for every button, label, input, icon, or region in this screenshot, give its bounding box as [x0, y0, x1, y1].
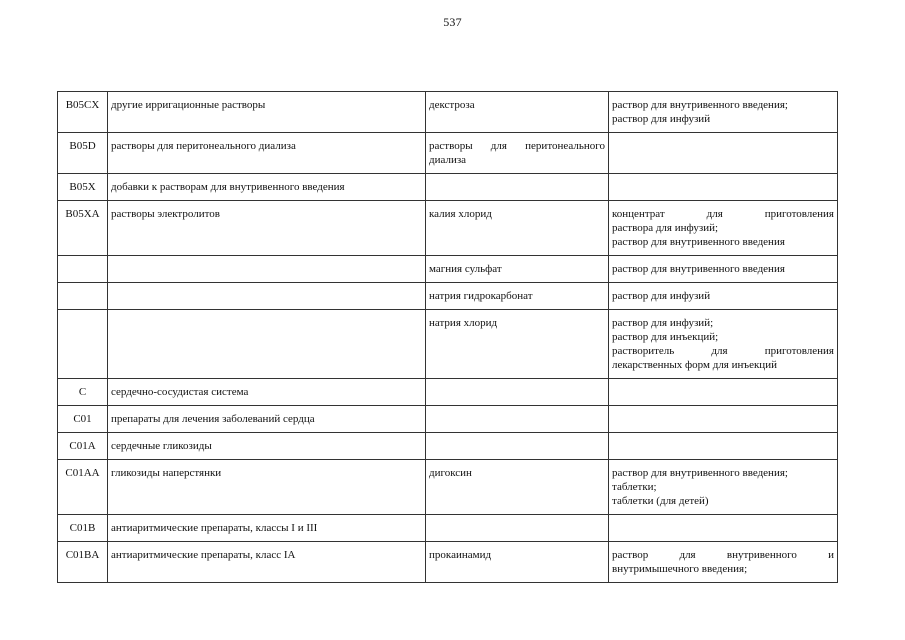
dosage-form-line: раствор для внутривенного введения	[612, 236, 785, 248]
group-name-cell: антиаритмические препараты, классы I и III	[108, 515, 426, 542]
group-name-cell: сердечные гликозиды	[108, 433, 426, 460]
table-body	[58, 92, 838, 583]
group-name-cell	[108, 310, 426, 379]
dosage-forms-cell	[609, 542, 838, 583]
drug-name-cell: дигоксин	[426, 460, 609, 515]
dosage-forms-cell	[609, 201, 838, 256]
table-row	[58, 283, 838, 310]
dosage-forms-cell	[609, 379, 838, 406]
group-name-cell: антиаритмические препараты, класс IA	[108, 542, 426, 583]
drug-name-cell: калия хлорид	[426, 201, 609, 256]
group-name-cell: добавки к растворам для внутривенного введения	[108, 174, 426, 201]
atc-code-cell: B05X	[58, 174, 108, 201]
drug-name-cell: прокаинамид	[426, 542, 609, 583]
atc-code-cell: B05D	[58, 133, 108, 174]
table-row	[58, 201, 838, 256]
group-name-cell: сердечно-сосудистая система	[108, 379, 426, 406]
dosage-forms-cell	[609, 460, 838, 515]
page-number: 537	[443, 15, 462, 29]
dosage-forms-cell	[609, 283, 838, 310]
table-row	[58, 310, 838, 379]
group-name-cell: другие ирригационные растворы	[108, 92, 426, 133]
dosage-form-line: таблетки;	[612, 481, 657, 493]
atc-code-cell: C01	[58, 406, 108, 433]
group-name-cell	[108, 256, 426, 283]
drug-classification-table	[57, 91, 838, 583]
dosage-forms-cell	[609, 174, 838, 201]
dosage-form-line: раствора для инфузий;	[612, 222, 719, 234]
atc-code-cell: B05XA	[58, 201, 108, 256]
group-name-cell	[108, 283, 426, 310]
dosage-form-line: лекарственных форм для инъекций	[612, 359, 777, 371]
dosage-forms-cell	[609, 310, 838, 379]
dosage-form-line: раствор для внутривенного введения;	[612, 467, 788, 479]
atc-code-cell: C01AA	[58, 460, 108, 515]
dosage-forms-cell	[609, 515, 838, 542]
table-row	[58, 433, 838, 460]
drug-name-cell	[426, 433, 609, 460]
drug-name-cell	[426, 515, 609, 542]
dosage-forms-cell	[609, 256, 838, 283]
dosage-form-line: растворитель для приготовления	[612, 345, 834, 357]
dosage-forms-cell	[609, 433, 838, 460]
dosage-form-line: внутримышечного введения;	[612, 563, 748, 575]
dosage-forms-cell	[609, 133, 838, 174]
table-row	[58, 379, 838, 406]
dosage-form-line: раствор для инфузий	[612, 290, 711, 302]
dosage-form-line: раствор для внутривенного введения	[612, 263, 785, 275]
dosage-form-line: концентрат для приготовления	[612, 208, 834, 220]
dosage-form-line: раствор для инъекций;	[612, 331, 719, 343]
dosage-form-line: раствор для инфузий	[612, 113, 711, 125]
atc-code-cell: C01A	[58, 433, 108, 460]
table-row	[58, 515, 838, 542]
group-name-cell: гликозиды наперстянки	[108, 460, 426, 515]
drug-name-cell	[426, 174, 609, 201]
table-row	[58, 460, 838, 515]
atc-code-cell	[58, 256, 108, 283]
drug-name-cell	[426, 406, 609, 433]
drug-name-cell: натрия гидрокарбонат	[426, 283, 609, 310]
table-row	[58, 256, 838, 283]
dosage-form-line: раствор для внутривенного и	[612, 549, 834, 561]
table-row	[58, 174, 838, 201]
dosage-forms-cell	[609, 406, 838, 433]
atc-code-cell: C01B	[58, 515, 108, 542]
table-row	[58, 92, 838, 133]
table-row	[58, 133, 838, 174]
drug-name-cell: декстроза	[426, 92, 609, 133]
dosage-form-line: раствор для инфузий;	[612, 317, 714, 329]
dosage-forms-cell	[609, 92, 838, 133]
drug-name-cell: натрия хлорид	[426, 310, 609, 379]
atc-code-cell: C	[58, 379, 108, 406]
group-name-cell: препараты для лечения заболеваний сердца	[108, 406, 426, 433]
group-name-cell: растворы для перитонеального диализа	[108, 133, 426, 174]
atc-code-cell: C01BA	[58, 542, 108, 583]
atc-code-cell	[58, 310, 108, 379]
table-row	[58, 406, 838, 433]
drug-name-cell: растворы для перитонеального диализа	[426, 133, 609, 174]
atc-code-cell: B05CX	[58, 92, 108, 133]
group-name-cell: растворы электролитов	[108, 201, 426, 256]
dosage-form-line: таблетки (для детей)	[612, 495, 709, 507]
drug-name-cell	[426, 379, 609, 406]
drug-name-cell: магния сульфат	[426, 256, 609, 283]
table-row	[58, 542, 838, 583]
dosage-form-line: раствор для внутривенного введения;	[612, 99, 788, 111]
atc-code-cell	[58, 283, 108, 310]
